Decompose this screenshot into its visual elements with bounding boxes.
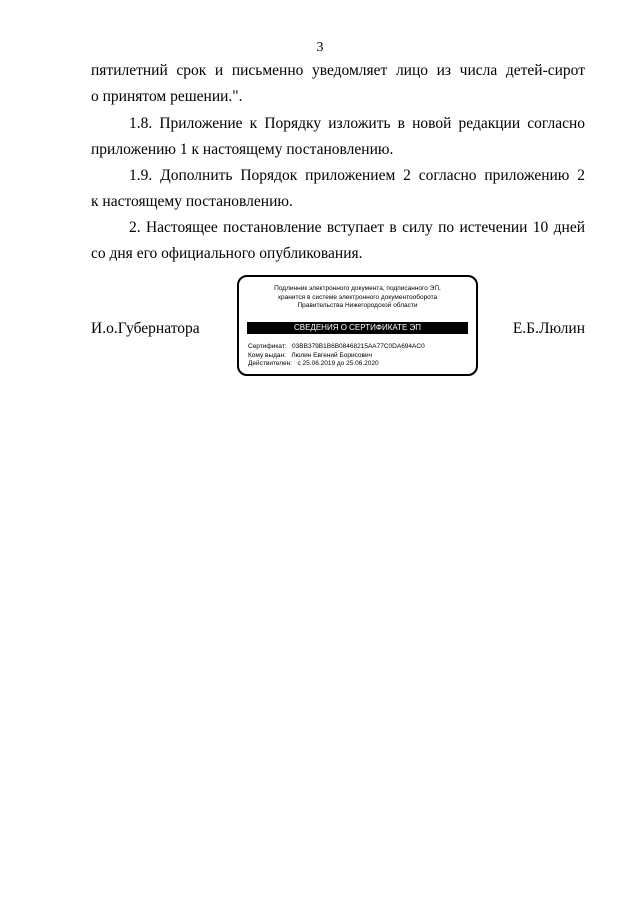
validity-value: с 25.06.2019 до 25.06.2020 — [297, 360, 379, 367]
paragraph-1-8 — [91, 111, 585, 163]
certificate-value: 03BB379B1B6B08468215AA77C0DA694AC0 — [292, 343, 425, 350]
validity-row — [248, 360, 425, 369]
issued-to-label: Кому выдан: — [248, 351, 290, 359]
page-number: 3 — [316, 40, 324, 55]
paragraph-line: 1.9. Дополнить Порядок приложением 2 согласно приложению 2 — [129, 167, 585, 184]
paragraph-line: 1.8. Приложение к Порядку изложить в новой редакции согласно — [129, 115, 585, 132]
paragraph-line: приложению 1 к настоящему постановлению. — [91, 141, 394, 158]
signatory-position: И.о.Губернатора — [91, 320, 200, 337]
stamp-details — [248, 343, 425, 369]
validity-label: Действителен: — [248, 360, 296, 367]
stamp-header — [239, 285, 476, 311]
certificate-row — [248, 343, 425, 352]
paragraph-continuation — [91, 58, 585, 110]
stamp-header-line: Подлинник электронного документа, подписанного ЭП, — [274, 285, 441, 292]
stamp-header-line: хранится в системе электронного документооборота — [277, 293, 438, 301]
paragraph-line: пятилетний срок и письменно уведомляет лицо из числа детей-сирот — [91, 62, 585, 79]
stamp-header-line: Правительства Нижегородской области — [297, 302, 418, 309]
paragraph-line: со дня его официального опубликования. — [91, 245, 363, 262]
stamp-title: СВЕДЕНИЯ О СЕРТИФИКАТЕ ЭП — [247, 322, 468, 334]
issued-to-row — [248, 352, 425, 361]
electronic-signature-stamp — [237, 275, 478, 376]
issued-to-value: Люлин Евгений Борисович — [291, 351, 372, 359]
paragraph-line: о принятом решении.". — [91, 88, 243, 105]
signatory-name: Е.Б.Люлин — [512, 320, 585, 337]
certificate-label: Сертификат: — [248, 343, 291, 350]
paragraph-2 — [91, 215, 585, 267]
paragraph-1-9 — [91, 163, 585, 215]
paragraph-line: 2. Настоящее постановление вступает в силу по истечении 10 дней — [129, 219, 585, 236]
paragraph-line: к настоящему постановлению. — [91, 193, 293, 210]
